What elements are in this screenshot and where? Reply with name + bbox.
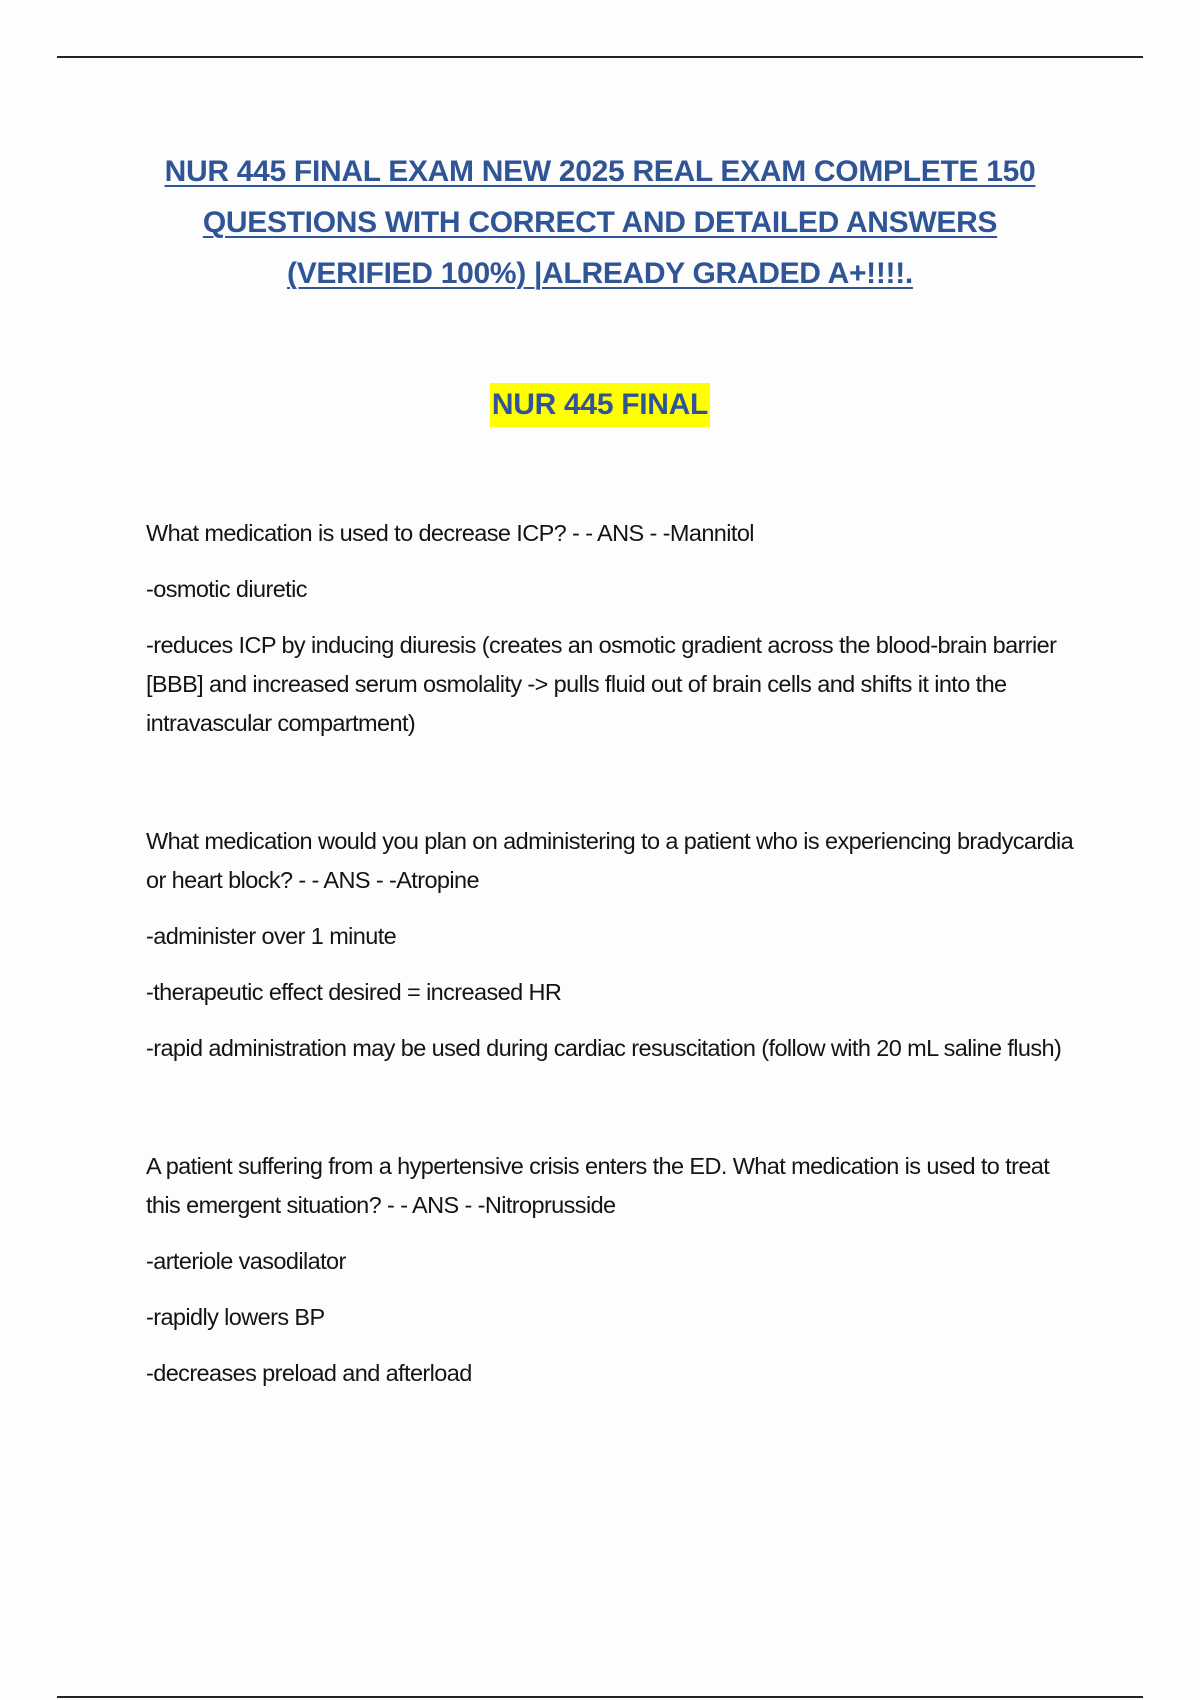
bottom-divider [57,1696,1143,1698]
qa-item [146,822,1086,1068]
question-text: What medication would you plan on administering to a patient who is experiencing bradycardia or heart block? - - ANS - -Atropine [146,828,1074,893]
answer-point: -therapeutic effect desired = increased HR [146,979,562,1005]
answer-point: -administer over 1 minute [146,923,397,949]
top-divider [57,56,1143,58]
document-title [100,146,1100,299]
qa-item [146,1147,1086,1393]
title-line: NUR 445 FINAL EXAM NEW 2025 REAL EXAM COMPLETE 150 [164,155,1036,188]
question-text: What medication is used to decrease ICP? - - ANS - -Mannitol [146,520,754,546]
subtitle-wrap [0,383,1200,427]
title-line: QUESTIONS WITH CORRECT AND DETAILED ANSWERS [202,206,998,239]
title-line: (VERIFIED 100%) |ALREADY GRADED A+!!!!. [287,257,913,290]
qa-item [146,514,1086,743]
answer-point: -reduces ICP by inducing diuresis (creates an osmotic gradient across the blood-brain barrier [BBB] and increased serum osmolality -> pulls fluid out of brain cells and shifts it into the intravascular compartment) [146,632,1057,736]
answer-point: -osmotic diuretic [146,576,307,602]
answer-point: -arteriole vasodilator [146,1248,346,1274]
section-heading: NUR 445 FINAL [490,383,710,427]
qa-content [146,514,1086,1472]
question-text: A patient suffering from a hypertensive crisis enters the ED. What medication is used to treat this emergent situation? - - ANS - -Nitroprusside [146,1153,1050,1218]
answer-point: -rapidly lowers BP [146,1304,325,1330]
answer-point: -decreases preload and afterload [146,1360,472,1386]
answer-point: -rapid administration may be used during cardiac resuscitation (follow with 20 mL saline flush) [146,1035,1062,1061]
